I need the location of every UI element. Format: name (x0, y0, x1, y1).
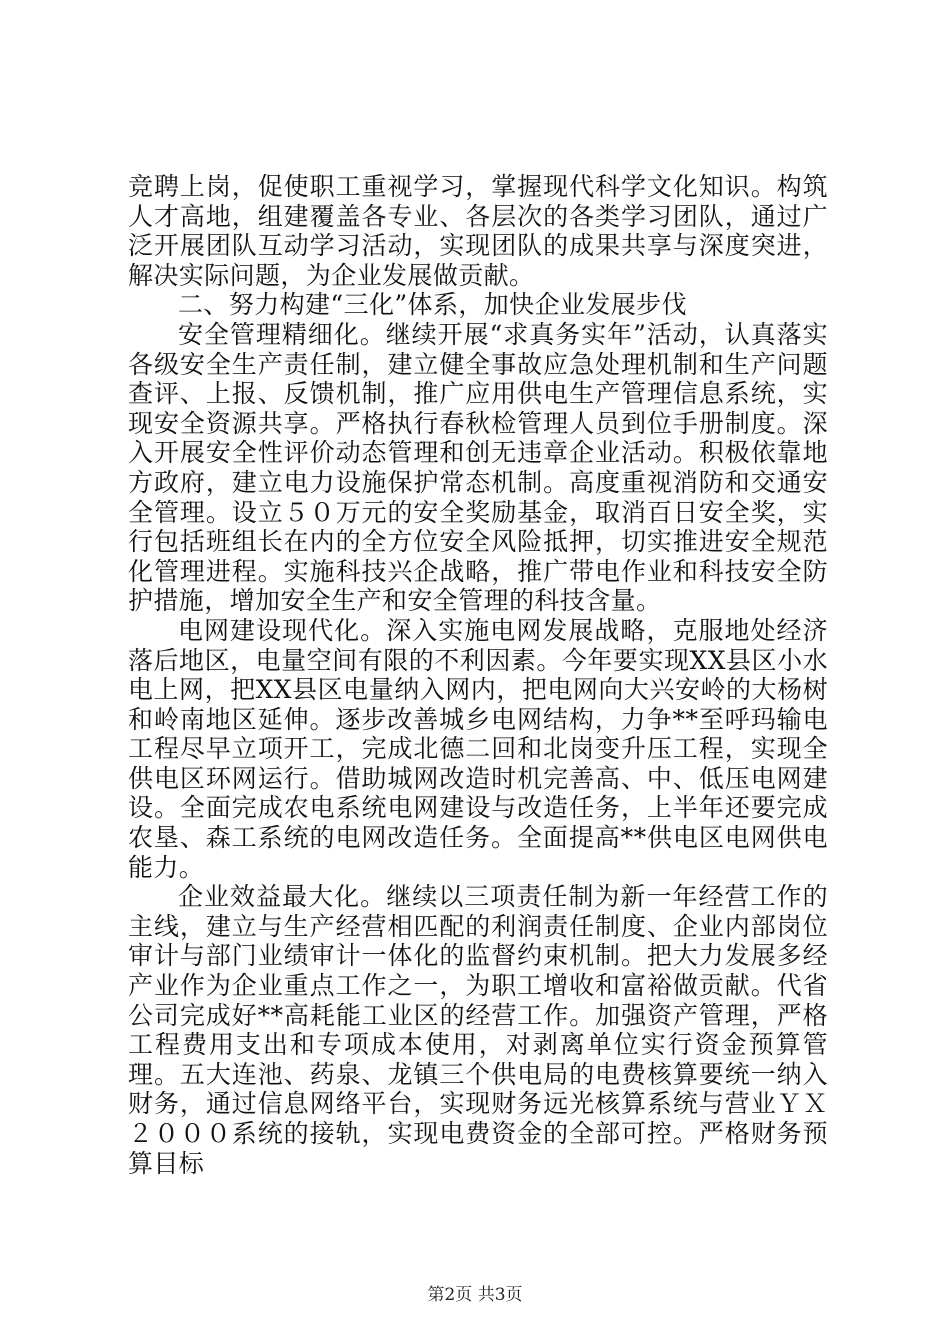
paragraph-safety-management: 安全管理精细化。继续开展“求真务实年”活动，认真落实各级安全生产责任制，建立健全事故应急处理机制和生产问题查评、上报、反馈机制，推广应用供电生产管理信息系统，实现安全资源共享。严格执行春秋检管理人员到位手册制度。深入开展安全性评价动态管理和创无违章企业活动。积极依靠地方政府，建立电力设施保护常态机制。高度重视消防和交通安全管理。设立５０万元的安全奖励基金，取消百日安全奖，实行包括班组长在内的全方位安全风险抵押，切实推进安全规范化管理进程。实施科技兴企战略，推广带电作业和科技安全防护措施，增加安全生产和安全管理的科技含量。 (128, 319, 828, 616)
document-body (128, 172, 828, 1178)
page-number: 第2页 共3页 (427, 1285, 523, 1305)
section-heading: 二、努力构建“三化”体系，加快企业发展步伐 (178, 290, 687, 320)
paragraph-enterprise-benefit: 企业效益最大化。继续以三项责任制为新一年经营工作的主线，建立与生产经营相匹配的利润责任制度、企业内部岗位审计与部门业绩审计一体化的监督约束机制。把大力发展多经产业作为企业重点工作之一，为职工增收和富裕做贡献。代省公司完成好**高耗能工业区的经营工作。加强资产管理，严格工程费用支出和专项成本使用，对剥离单位实行资金预算管理。五大连池、药泉、龙镇三个供电局的电费核算要统一纳入财务，通过信息网络平台，实现财务远光核算系统与营业ＹＸ２０００系统的接轨，实现电费资金的全部可控。严格财务预算目标 (128, 882, 828, 1178)
paragraph-grid-construction: 电网建设现代化。深入实施电网发展战略，克服地处经济落后地区，电量空间有限的不利因素。今年要实现XX县区小水电上网，把XX县区电量纳入网内，把电网向大兴安岭的大杨树和岭南地区延伸。逐步改善城乡电网结构，力争**至呼玛输电工程尽早立项开工，完成北德二回和北岗变升压工程，实现全供电区环网运行。借助城网改造时机完善高、中、低压电网建设。全面完成农电系统电网建设与改造任务，上半年还要完成农垦、森工系统的电网改造任务。全面提高**供电区电网供电能力。 (128, 615, 828, 882)
page-footer (0, 1284, 950, 1306)
paragraph-continuation: 竞聘上岗，促使职工重视学习，掌握现代科学文化知识。构筑人才高地，组建覆盖各专业、各层次的各类学习团队，通过广泛开展团队互动学习活动，实现团队的成果共享与深度突进，解决实际问题，为企业发展做贡献。 (128, 172, 828, 290)
